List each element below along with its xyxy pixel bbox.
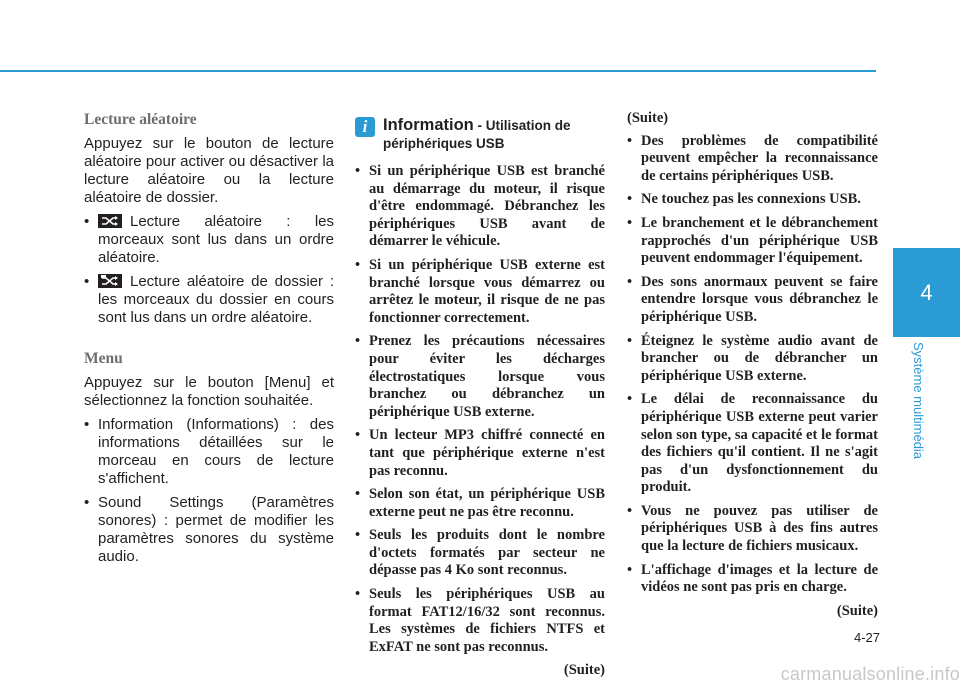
list-item: • Seuls les produits dont le nombre d'octets formatés par secteur ne dépasse pas 4 Ko sont reconnus. [355, 527, 605, 579]
list-item: • Lecture aléatoire : les morceaux sont lus dans un ordre aléatoire. [84, 213, 334, 266]
info-subtitle: - Utilisation de périphériques USB [383, 118, 571, 151]
list-item: • Éteignez le système audio avant de brancher ou de débrancher un périphérique USB externe. [627, 332, 878, 384]
info-icon: i [355, 117, 375, 137]
shuffle-intro: Appuyez sur le bouton de lecture aléatoire pour activer ou désactiver la lecture aléatoire ou la lecture aléatoire de dossier. [84, 135, 334, 206]
usb-notes-list-continued [627, 133, 878, 597]
list-item: • Lecture aléatoire de dossier : les morceaux du dossier en cours sont lus dans un ordre aléatoire. [84, 273, 334, 326]
column-middle [355, 116, 605, 685]
shuffle-folder-icon [98, 274, 122, 288]
menu-intro: Appuyez sur le bouton [Menu] et sélectionnez la fonction souhaitée. [84, 374, 334, 409]
chapter-tab: 4 [893, 248, 960, 337]
menu-list [84, 416, 334, 566]
shuffle-list [84, 213, 334, 327]
list-item: • Si un périphérique USB est branché au démarrage du moteur, il risque d'être endommagé. Débranchez les périphériques USB avant de démarrer le véhicule. [355, 163, 605, 250]
watermark: carmanualsonline.info [780, 664, 960, 684]
list-item: • Prenez les précautions nécessaires pour éviter les décharges électrostatiques lorsque vous branchez ou débranchez un périphérique USB externe. [355, 333, 605, 420]
chapter-title: Système multimédia [911, 342, 926, 460]
list-item: • Le branchement et le débranchement rapprochés d'un périphérique USB peuvent endommager l'équipement. [627, 214, 878, 267]
shuffle-icon [98, 214, 122, 228]
list-item: • Un lecteur MP3 chiffré connecté en tant que périphérique externe n'est pas reconnu. [355, 427, 605, 479]
section-title-shuffle: Lecture aléatoire [84, 111, 197, 128]
continued-top-label: (Suite) [627, 110, 669, 126]
list-item: • Le délai de reconnaissance du périphérique USB externe peut varier selon son type, sa capacité et le format des fichiers qu'il contient. Il ne s'agit pas d'un dysfonctionnement du produit. [627, 391, 878, 496]
list-item: • Selon son état, un périphérique USB externe peut ne pas être reconnu. [355, 486, 605, 520]
page-number: 4-27 [853, 630, 880, 645]
list-item: • Des sons anormaux peuvent se faire entendre lorsque vous débranchez le périphérique USB. [627, 273, 878, 325]
info-title: Information [383, 116, 474, 134]
column-right [627, 110, 878, 625]
info-heading [355, 116, 605, 153]
list-item: • L'affichage d'images et la lecture de vidéos ne sont pas pris en charge. [627, 561, 878, 596]
list-item: • Information (Informations) : des informations détaillées sur le morceau en cours de lecture s'affichent. [84, 416, 334, 487]
usb-notes-list [355, 163, 605, 656]
list-item: • Seuls les périphériques USB au format FAT12/16/32 sont reconnus. Les systèmes de fichiers NTFS et ExFAT ne sont pas reconnus. [355, 586, 605, 655]
column-left [84, 110, 334, 588]
header-rule [0, 70, 876, 72]
list-item: • Sound Settings (Paramètres sonores) : permet de modifier les paramètres sonores du système audio. [84, 494, 334, 565]
section-title-menu: Menu [84, 350, 123, 367]
continued-label: (Suite) [563, 662, 605, 679]
list-item: • Ne touchez pas les connexions USB. [627, 191, 861, 208]
list-item: • Vous ne pouvez pas utiliser de périphériques USB à des fins autres que la lecture de fichiers musicaux. [627, 502, 878, 555]
list-item: • Si un périphérique USB externe est branché lorsque vous démarrez ou arrêtez le moteur, il risque de ne pas fonctionner correctement. [355, 256, 605, 326]
list-item: • Des problèmes de compatibilité peuvent empêcher la reconnaissance de certains périphériques USB. [627, 132, 878, 184]
continued-label: (Suite) [836, 602, 878, 619]
